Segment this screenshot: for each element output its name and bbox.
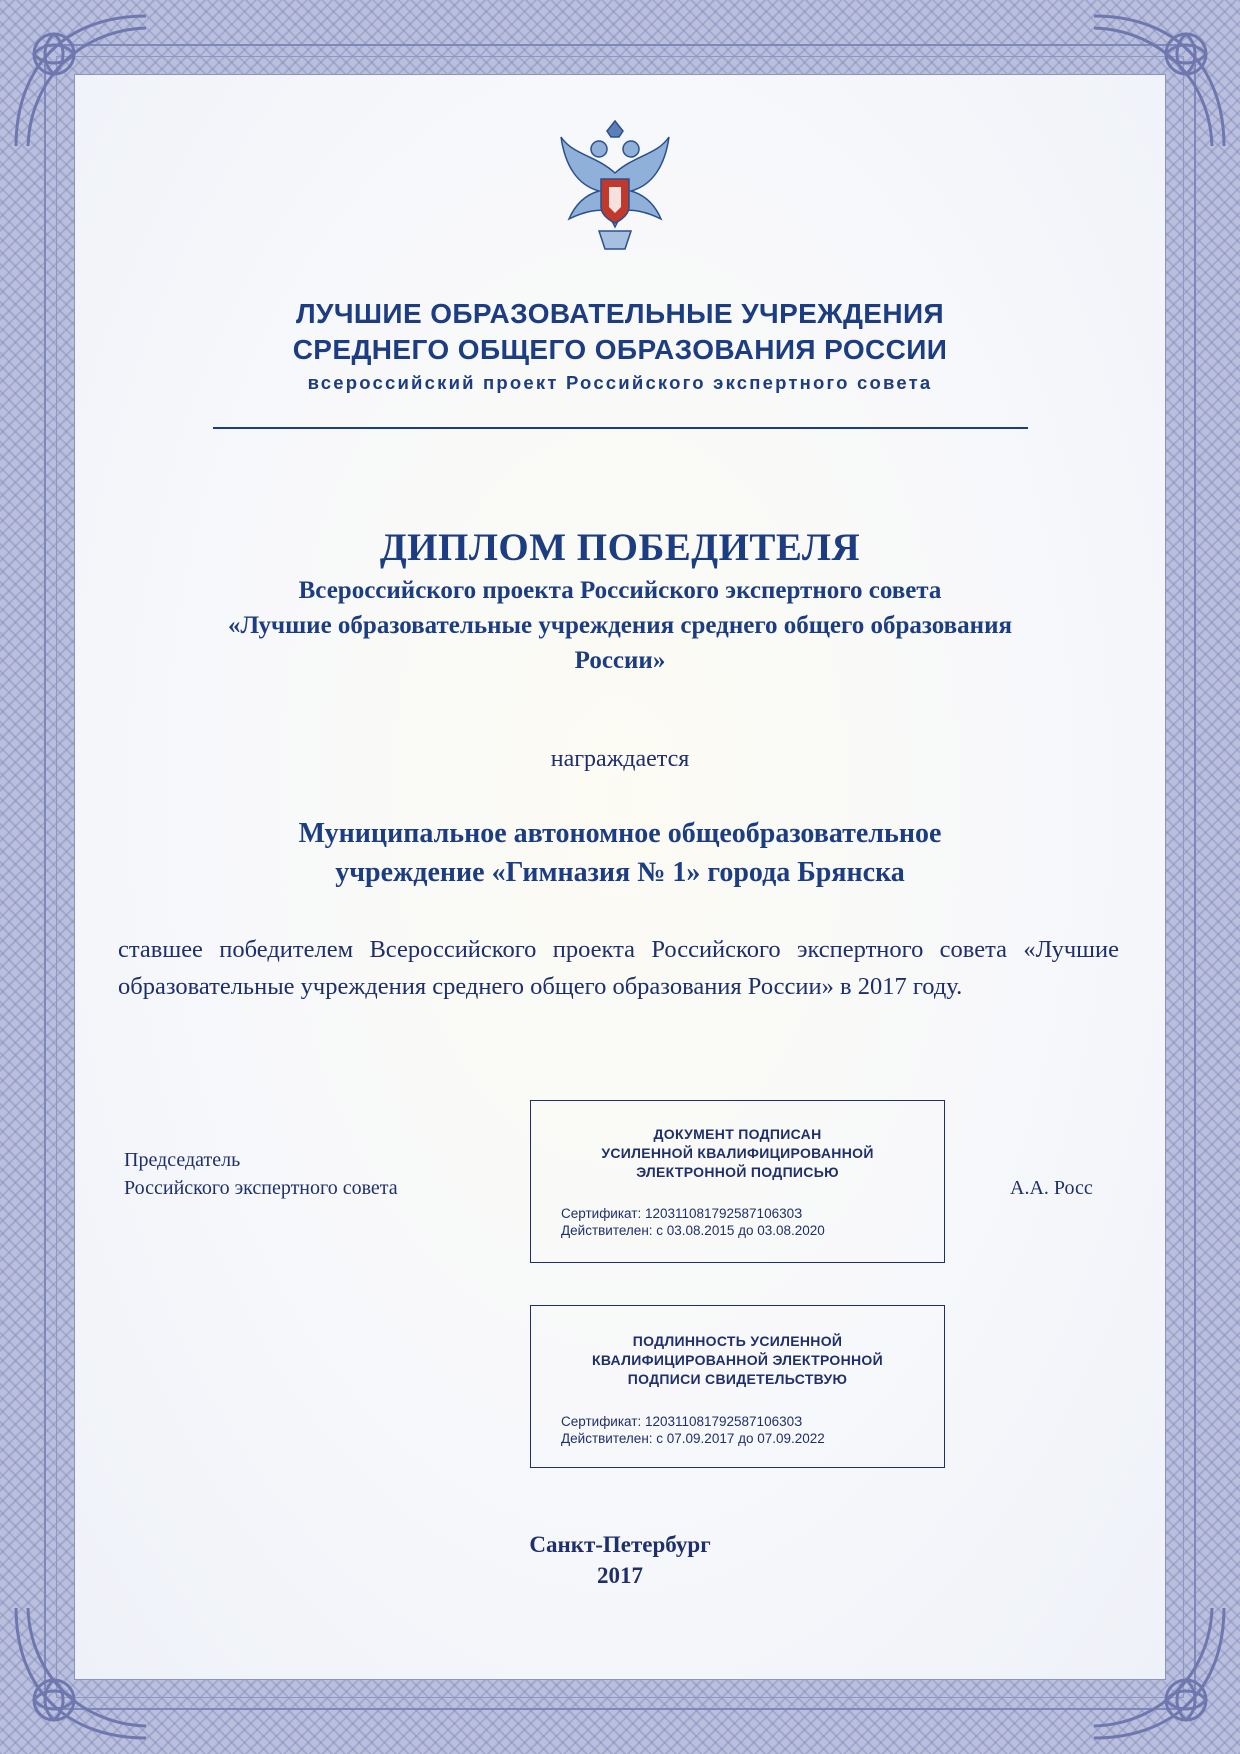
diploma-title: ДИПЛОМ ПОБЕДИТЕЛЯ: [379, 526, 861, 569]
diploma-subtitle-line-2: «Лучшие образовательные учреждения среднего общего образования: [227, 612, 1013, 639]
signature-authenticity-stamp: [530, 1305, 945, 1468]
stamp-validity: Действителен: с 03.08.2015 до 03.08.2020: [561, 1223, 825, 1238]
org-header-line-3: всероссийский проект Российского экспертного совета: [307, 372, 933, 393]
stamp-heading-line: ДОКУМЕНТ ПОДПИСАН: [653, 1126, 822, 1142]
stamp-certificate-info: [561, 1205, 825, 1239]
signatory-title-line-2: Российского экспертного совета: [124, 1177, 398, 1199]
digital-signature-stamp: [530, 1100, 945, 1263]
issue-year: 2017: [597, 1563, 643, 1588]
issue-city: Санкт-Петербург: [529, 1532, 711, 1557]
org-header-line-1: ЛУЧШИЕ ОБРАЗОВАТЕЛЬНЫЕ УЧРЕЖДЕНИЯ: [295, 298, 945, 329]
header-divider: [213, 427, 1028, 429]
signatory-name: А.А. Росс: [1010, 1177, 1093, 1199]
stamp-heading: [531, 1125, 944, 1182]
stamp-heading-line: ПОДПИСИ СВИДЕТЕЛЬСТВУЮ: [627, 1371, 848, 1387]
recipient-name-line-2: учреждение «Гимназия № 1» города Брянска: [335, 857, 905, 888]
awarded-label: награждается: [550, 746, 690, 772]
signatory-title-line-1: Председатель: [124, 1149, 241, 1171]
org-header-line-2: СРЕДНЕГО ОБЩЕГО ОБРАЗОВАНИЯ РОССИИ: [292, 334, 948, 365]
stamp-certificate-info: [561, 1413, 825, 1447]
stamp-validity: Действителен: с 07.09.2017 до 07.09.2022: [561, 1431, 825, 1446]
recipient-name-line-1: Муниципальное автономное общеобразовательное: [298, 818, 942, 849]
diploma-subtitle-line-1: Всероссийского проекта Российского экспертного совета: [298, 577, 942, 604]
stamp-heading-line: ЭЛЕКТРОННОЙ ПОДПИСЬЮ: [636, 1164, 839, 1180]
diploma-subtitle-line-3: России»: [574, 647, 666, 674]
stamp-certificate-number: Сертификат: 12031108179258710630З: [561, 1206, 803, 1221]
stamp-heading: [531, 1332, 944, 1389]
stamp-certificate-number: Сертификат: 12031108179258710630З: [561, 1414, 803, 1429]
stamp-heading-line: КВАЛИФИЦИРОВАННОЙ ЭЛЕКТРОННОЙ: [591, 1352, 883, 1368]
stamp-heading-line: УСИЛЕННОЙ КВАЛИФИЦИРОВАННОЙ: [601, 1145, 874, 1161]
double-headed-eagle-emblem-icon: [555, 115, 675, 255]
stamp-heading-line: ПОДЛИННОСТЬ УСИЛЕННОЙ: [632, 1333, 843, 1349]
award-description: ставшее победителем Всероссийского проекта Российского экспертного совета «Лучшие образовательные учреждения среднего общего образования России» в 2017 году.: [118, 936, 1119, 1000]
